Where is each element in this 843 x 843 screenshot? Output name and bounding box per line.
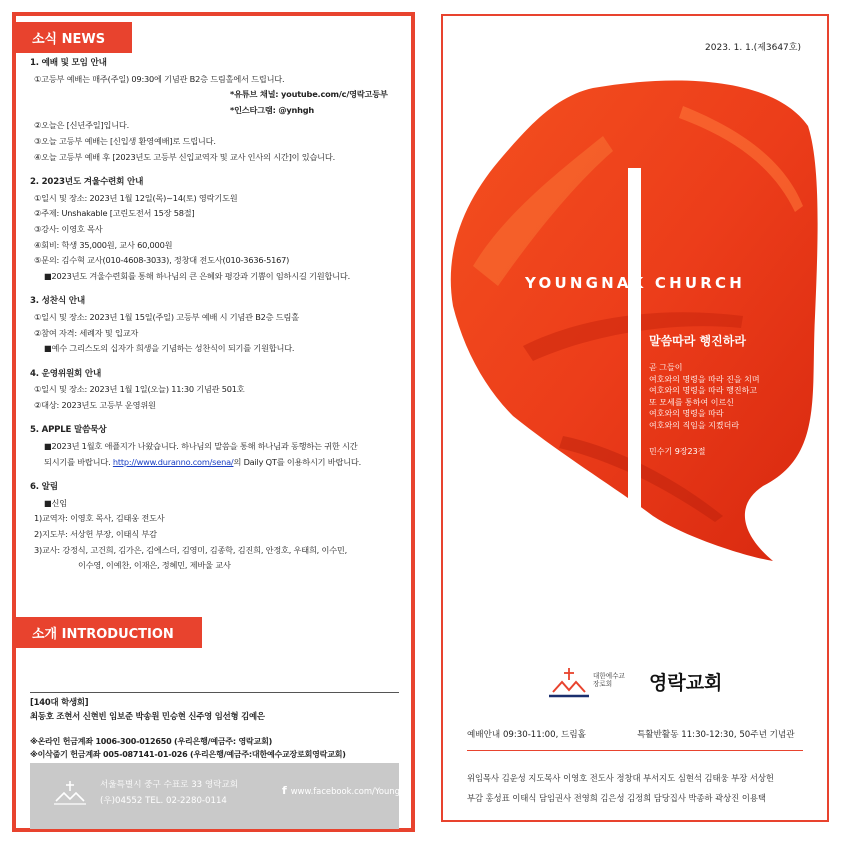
section-title: 4. 운영위원회 안내 [30,368,102,379]
staff-row: 부감 홍성표 이태식 담임권사 전영희 김은성 김정희 담당집사 박종하 곽상진 이용택 [467,793,766,803]
news-line: ③강사: 이영호 목사 [34,223,103,234]
news-line: 3)교사: 강정식, 고건희, 김가은, 김에스더, 김영미, 김종학, 김진희, 안정호, 우태희, 이수민, [34,544,348,555]
logo-title: 영락교회 [649,672,723,694]
postal-tel-line: (우)04552 TEL. 02-2280-0114 [100,796,227,806]
news-line: 2)지도부: 서상헌 부장, 이태식 부감 [34,529,157,540]
news-line: ①일시 및 장소: 2023년 1월 15일(주일) 고등부 예배 시 기념관 B2층 드림홀 [34,311,299,322]
news-section-5 [30,423,399,470]
youtube-line: *유튜브 채널: youtube.com/c/영락고등부 [230,89,388,100]
online-offering-account: ※온라인 헌금계좌 1006-300-012650 (우리은행/예금주: 영락교회) [30,737,273,746]
news-line: ②참여 자격: 세례자 및 입교자 [34,327,139,338]
news-body [30,56,399,584]
news-section-1 [30,56,399,165]
news-section-6 [30,480,399,574]
footer [30,763,399,829]
class-title: [140대 학생회] [30,697,89,707]
news-section-2 [30,175,399,284]
church-logo [549,666,723,702]
duranno-link[interactable]: http://www.duranno.com/sena/ [112,456,234,467]
facebook-link[interactable] [282,784,400,797]
news-text: 되시기를 바랍니다. [44,456,113,467]
intro-tab-header: 소개 INTRODUCTION [12,617,202,648]
news-line [30,455,399,471]
news-line: ⑤문의: 김수혁 교사(010-4608-3033), 정창대 전도사(010-3636-5167) [34,255,290,266]
service-info [467,728,803,740]
news-line: ④오늘 고등부 예배 후 [2023년도 고등부 신입교역자 및 교사 인사의 시간]이 있습니다. [34,151,335,162]
verse-line: 여호와의 명령을 따라 진을 치며 [649,374,760,384]
youngnak-logo-icon [549,666,589,700]
news-line: ■2023년 1월호 애플지가 나왔습니다. 하나님의 말씀을 통해 하나님과 동행하는 귀한 시간 [44,441,358,452]
intro-body [30,692,399,761]
church-logo-icon [52,779,88,807]
worship-info: 예배안내 09:30-11:00, 드림홀 [467,730,586,740]
news-line: 이수영, 이예찬, 이재은, 정혜민, 제바울 교사 [78,560,231,571]
news-panel [12,12,415,832]
news-line: ②오늘은 [신년주일]입니다. [34,120,130,131]
divider [30,692,399,693]
news-line: ①일시 및 장소: 2023년 1월 1일(오늘) 11:30 기념관 501호 [34,384,245,395]
issue-date: 2023. 1. 1.(제3647호) [705,43,801,53]
footer-address [100,777,238,809]
section-title: 1. 예배 및 모임 안내 [30,58,107,68]
church-name-banner: YOUNGNAK CHURCH [525,274,745,292]
facebook-url: www.facebook.com/Young [290,786,400,796]
brush-stroke-artwork [443,16,827,576]
news-tab-header: 소식 NEWS [12,22,132,53]
verse-line: 여호와의 명령을 따라 행진하고 [649,386,758,396]
class-members: 최동호 조현서 신현빈 임보준 박송원 민승현 신주영 임선형 김예은 [30,711,265,721]
gleaning-offering-account: ※이삭줍기 헌금계좌 005-087141-01-026 (우리은행/예금주:대한예수교장로회영락교회) [30,750,346,759]
news-line: ①일시 및 장소: 2023년 1월 12일(목)~14(토) 영락기도원 [34,192,238,203]
section-title: 3. 성찬식 안내 [30,296,85,307]
verse-text [649,362,760,432]
staff-row: 위임목사 김운성 지도목사 이영호 전도사 정창대 부서지도 심현석 김태웅 부장 서상헌 [467,773,774,783]
news-section-4 [30,367,399,414]
section-title: 5. APPLE 말씀묵상 [30,425,107,436]
divider [467,750,803,751]
verse-line: 또 모세를 통하여 이르신 [649,397,734,407]
section-title: 2. 2023년도 겨울수련회 안내 [30,177,144,188]
verse-line: 여호와의 직임을 지켰더라 [649,420,740,430]
news-line: ■예수 그리스도의 십자가 희생을 기념하는 성찬식이 되기를 기원합니다. [44,343,295,354]
news-line: ③오늘 고등부 예배는 [신입생 환영예배]로 드립니다. [34,135,216,146]
facebook-icon: f [282,784,287,797]
news-line: 1)교역자: 이영호 목사, 김태웅 전도사 [34,513,165,524]
verse-line: 여호와의 명령을 따라 [649,409,724,419]
news-text: 의 Daily QT를 이용하시기 바랍니다. [233,456,362,467]
news-line: ■신임 [44,497,67,508]
news-line: ②대상: 2023년도 고등부 운영위원 [34,399,156,410]
news-section-3 [30,294,399,356]
verse-title: 말씀따라 행진하라 [649,334,746,348]
instagram-line: *인스타그램: @ynhgh [230,104,315,115]
news-line: ■2023년도 겨울수련회를 통해 하나님의 큰 은혜와 평강과 기쁨이 임하시길 기원합니다. [44,270,351,281]
news-line: ④회비: 학생 35,000원, 교사 60,000원 [34,239,173,250]
verse-reference: 민수기 9장23절 [649,447,706,456]
logo-subtitle: 대한예수교 장로회 [593,672,625,688]
staff-list [467,768,807,808]
verse-line: 곧 그들이 [649,363,683,372]
address-line: 서울특별시 중구 수표로 33 영락교회 [100,780,239,790]
news-line: ①고등부 예배는 매주(주일) 09:30에 기념관 B2층 드림홀에서 드립니다. [34,73,285,84]
news-line: ②주제: Unshakable [고린도전서 15장 58절] [34,208,195,219]
cover-panel [441,14,829,822]
section-title: 6. 알림 [30,482,58,493]
activity-info: 특활반활동 11:30-12:30, 50주년 기념관 [637,730,795,740]
